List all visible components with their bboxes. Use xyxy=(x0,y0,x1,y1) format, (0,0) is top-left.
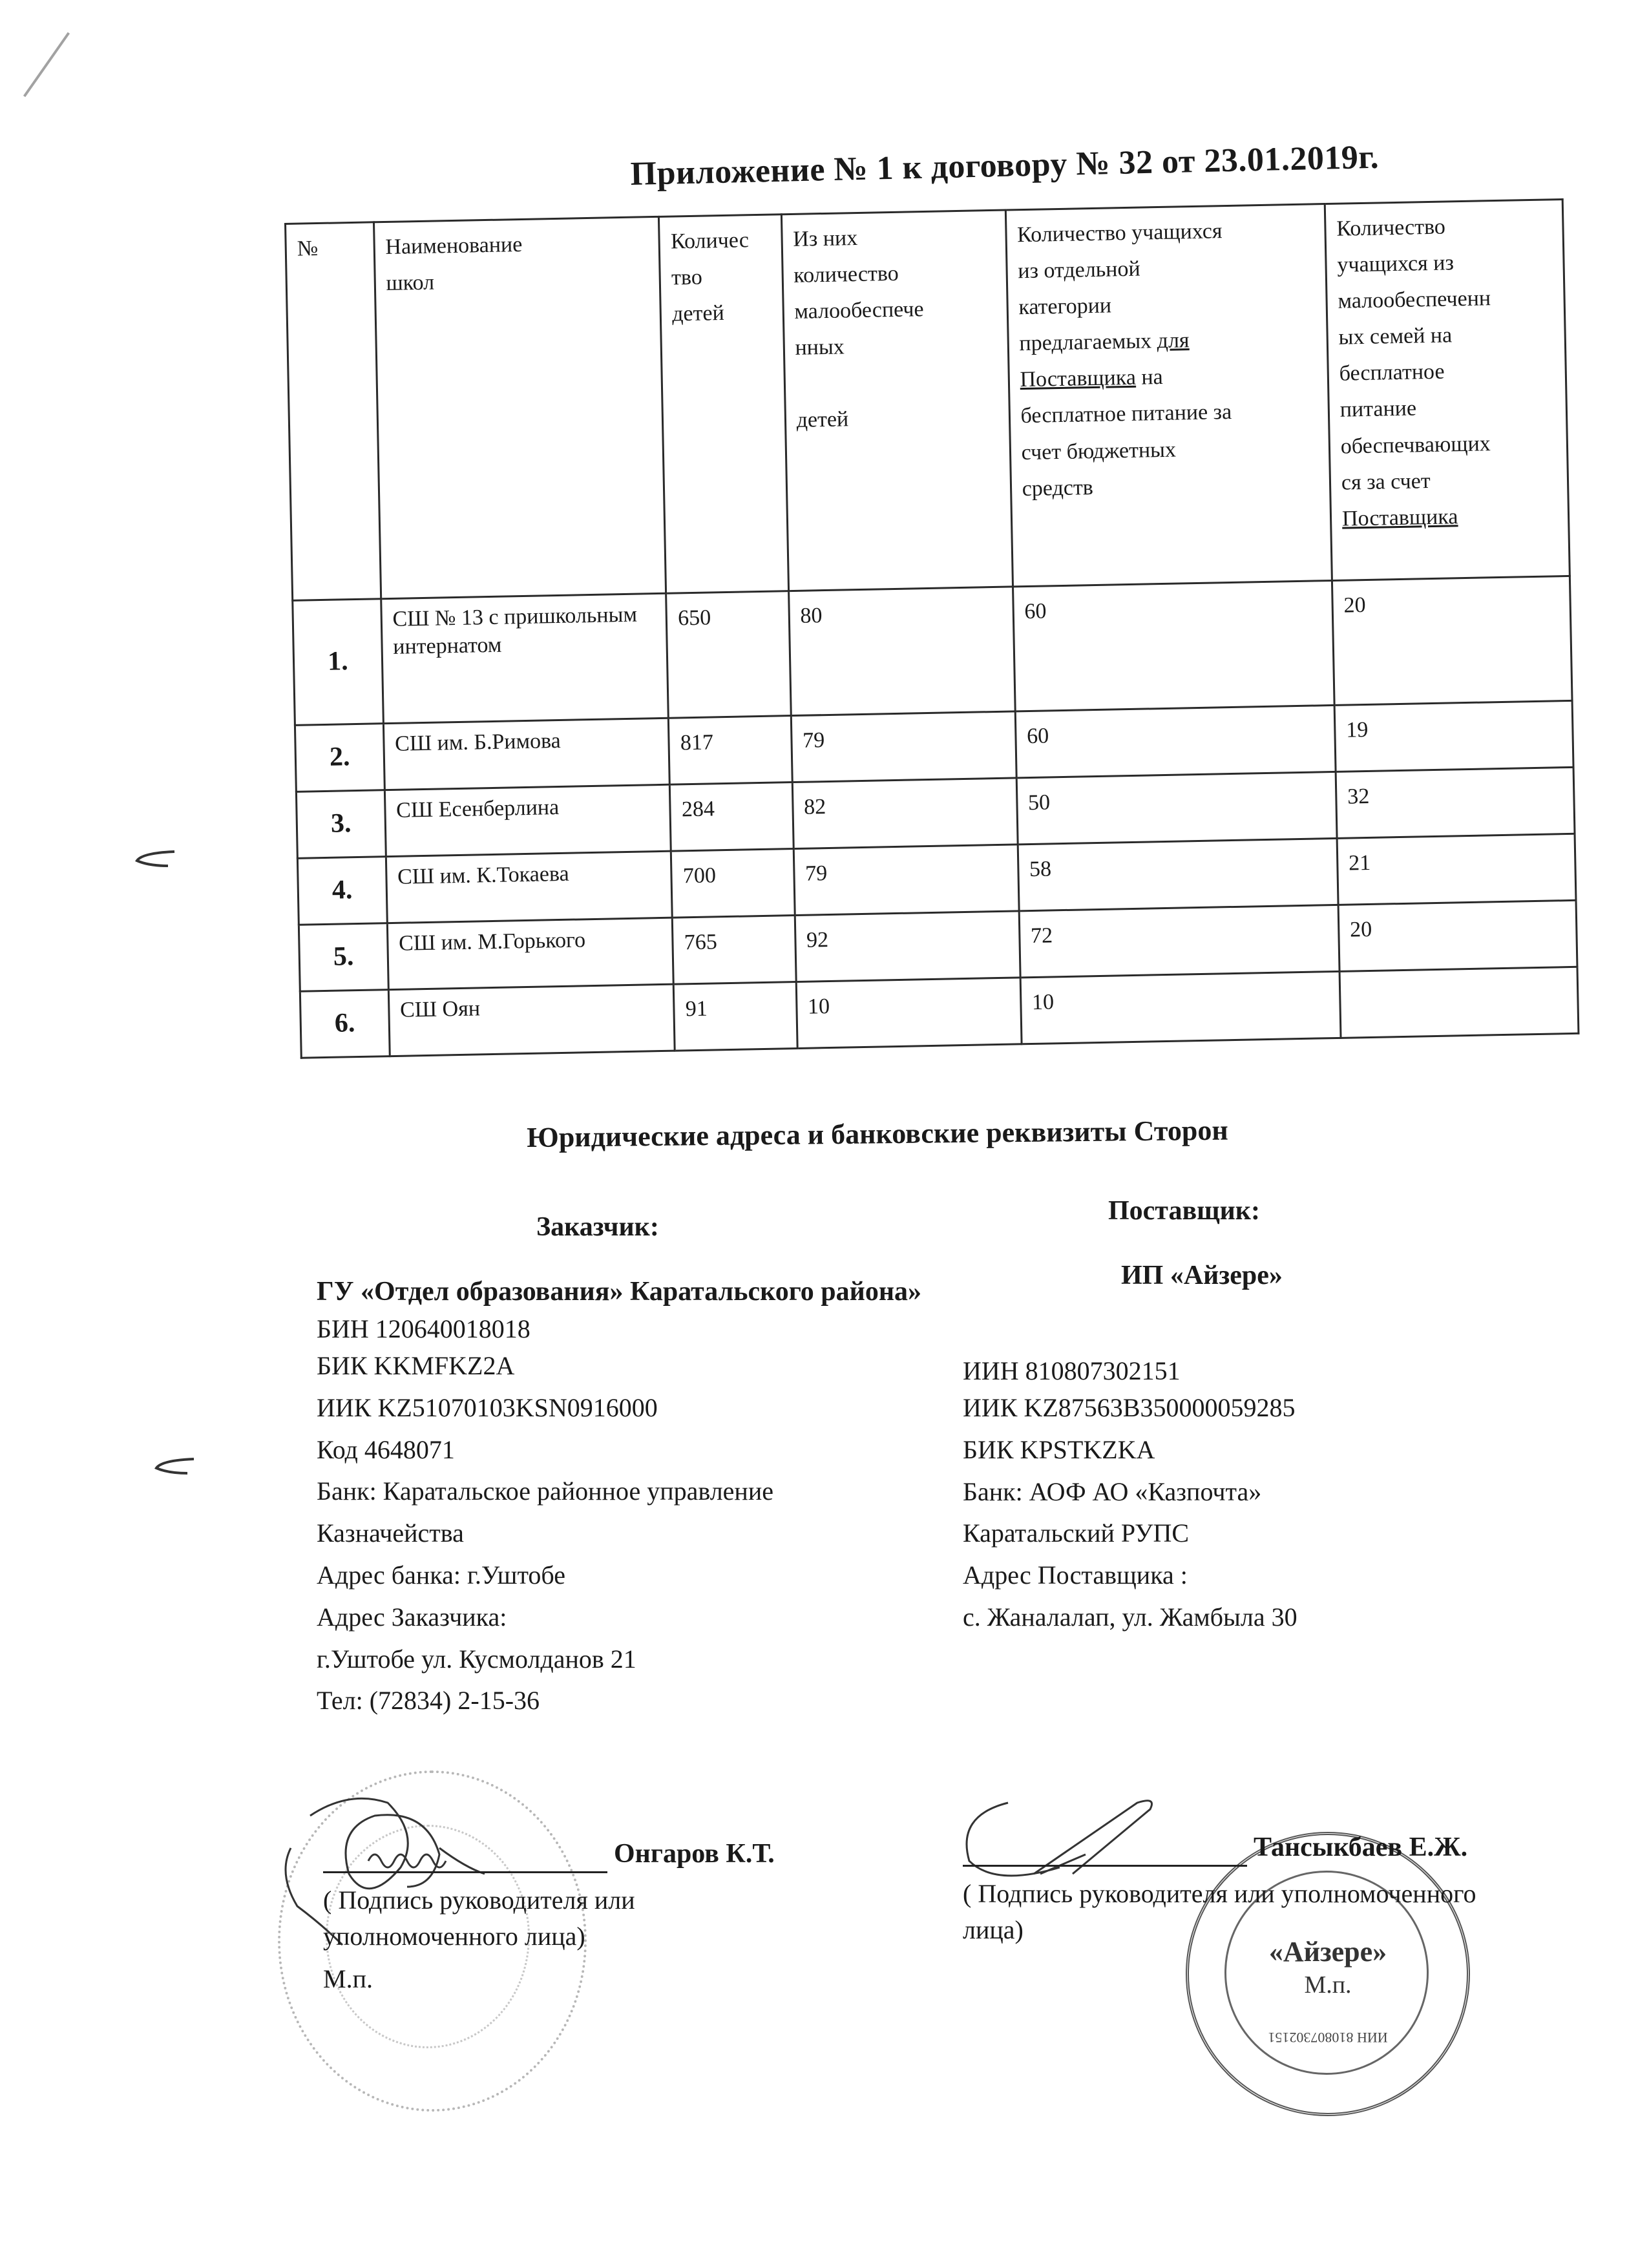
header-text: категории xyxy=(1018,293,1112,320)
supplier-address: с. Жаналалап, ул. Жамбыла 30 xyxy=(963,1602,1297,1632)
supplier-iin: ИИН 810807302151 xyxy=(963,1356,1181,1386)
cell-school: СШ Оян xyxy=(388,984,675,1056)
customer-phone: Тел: (72834) 2-15-36 xyxy=(317,1686,540,1716)
header-text: на xyxy=(1135,365,1164,390)
supplier-bank-branch: Каратальский РУПС xyxy=(963,1518,1190,1548)
header-text: питание xyxy=(1339,396,1417,423)
header-text-underlined: для xyxy=(1157,328,1190,353)
header-text: счет бюджетных xyxy=(1021,437,1177,465)
customer-iik: ИИК KZ51070103KSN0916000 xyxy=(317,1392,658,1422)
supplier-signature-caption-2: лица) xyxy=(963,1915,1024,1944)
header-school-name xyxy=(373,216,666,598)
header-text: нных xyxy=(795,335,845,361)
header-text: ся за счет xyxy=(1341,468,1431,495)
schools-table-wrapper xyxy=(284,198,1579,1059)
customer-block xyxy=(317,1208,963,1719)
header-text: Количество учащихся xyxy=(1016,219,1223,247)
supplier-signatory-name: Тансыкбаев Е.Ж. xyxy=(1254,1832,1468,1862)
customer-bank-cont: Казначейства xyxy=(317,1518,464,1548)
cell-budget: 60 xyxy=(1015,705,1336,777)
cell-number: 3. xyxy=(296,790,386,859)
document-title: Приложение № 1 к договору № 32 от 23.01.2019г. xyxy=(630,138,1380,193)
supplier-seal-label: М.п. xyxy=(1304,1971,1352,1999)
customer-seal-label: М.п. xyxy=(323,1964,373,1993)
supplier-address-label: Адрес Поставщика : xyxy=(963,1560,1188,1590)
header-number xyxy=(286,222,381,601)
cell-low-income: 80 xyxy=(788,587,1015,716)
cell-low-income: 10 xyxy=(796,978,1022,1049)
customer-code: Код 4648071 xyxy=(317,1434,455,1464)
supplier-role: Поставщик: xyxy=(1108,1196,1260,1226)
header-text: Наименование xyxy=(385,232,523,260)
supplier-bank: Банк: АОФ АО «Казпочта» xyxy=(963,1476,1262,1506)
customer-bank-address: Адрес банка: г.Уштобе xyxy=(317,1560,565,1590)
scan-streak xyxy=(23,32,70,98)
customer-signature-line xyxy=(323,1845,607,1873)
header-text: обеспечвающих xyxy=(1340,431,1491,459)
header-text: из отдельной xyxy=(1017,257,1140,284)
customer-bin: БИН 120640018018 xyxy=(317,1314,530,1344)
cell-school: СШ Есенберлина xyxy=(384,784,671,856)
cell-low-income: 82 xyxy=(792,778,1018,849)
header-text: предлагаемых xyxy=(1019,329,1157,356)
customer-signature-caption-2: уполномоченного лица) xyxy=(323,1921,585,1951)
scan-mark-left-1 xyxy=(129,846,181,872)
customer-address: г.Уштобе ул. Кусмолданов 21 xyxy=(317,1644,636,1674)
customer-signature-caption-1: ( Подпись руководителя или xyxy=(323,1885,635,1915)
cell-total: 650 xyxy=(666,591,791,719)
cell-number: 6. xyxy=(300,990,390,1058)
header-budget-funded xyxy=(1005,204,1332,587)
customer-address-label: Адрес Заказчика: xyxy=(317,1602,507,1632)
supplier-block xyxy=(963,1192,1609,1636)
cell-supplier: 32 xyxy=(1336,767,1575,838)
header-text: бесплатное xyxy=(1339,359,1445,386)
table-row xyxy=(293,576,1572,725)
header-supplier-funded xyxy=(1325,200,1570,581)
cell-school: СШ им. К.Токаева xyxy=(386,851,673,923)
header-text: учащихся из xyxy=(1337,251,1455,277)
cell-low-income: 92 xyxy=(795,911,1020,982)
schools-table xyxy=(284,198,1579,1059)
header-line xyxy=(1019,320,1316,362)
cell-supplier xyxy=(1339,967,1579,1038)
header-text: бесплатное питание за xyxy=(1020,400,1232,428)
supplier-stamp-iin: ИИН 810807302151 xyxy=(1268,2030,1388,2046)
customer-bank: Банк: Каратальское районное управление xyxy=(317,1476,773,1506)
cell-budget: 60 xyxy=(1013,580,1334,711)
header-text: тво xyxy=(671,265,703,290)
header-text-underlined: Поставщика xyxy=(1020,366,1137,392)
customer-org: ГУ «Отдел образования» Каратальского района» xyxy=(317,1276,922,1307)
cell-school: СШ им. М.Горького xyxy=(387,918,674,989)
cell-school: СШ № 13 с пришкольным интернатом xyxy=(381,593,668,723)
cell-total: 765 xyxy=(673,916,796,985)
header-total-children xyxy=(659,215,788,594)
header-text-underlined: Поставщика xyxy=(1341,504,1458,531)
cell-total: 817 xyxy=(669,716,792,785)
cell-low-income: 79 xyxy=(793,845,1019,916)
cell-budget: 72 xyxy=(1019,905,1339,977)
supplier-stamp-name: «Айзере» xyxy=(1268,1936,1387,1968)
supplier-signature-caption-1: ( Подпись руководителя или уполномоченного xyxy=(963,1878,1476,1908)
cell-number: 1. xyxy=(293,599,383,726)
header-text: школ xyxy=(386,270,435,296)
header-text: Из них xyxy=(792,226,858,251)
cell-school: СШ им. Б.Римова xyxy=(383,718,670,790)
cell-budget: 10 xyxy=(1020,971,1341,1044)
supplier-iik: ИИК KZ87563B350000059285 xyxy=(963,1393,1296,1423)
cell-supplier: 19 xyxy=(1334,700,1573,772)
header-line xyxy=(1020,357,1317,399)
scan-mark-left-2 xyxy=(149,1454,200,1480)
header-text: малообеспече xyxy=(794,297,924,324)
cell-total: 700 xyxy=(671,849,795,918)
header-text: количество xyxy=(793,261,899,288)
cell-budget: 58 xyxy=(1018,838,1338,910)
cell-total: 91 xyxy=(674,982,797,1051)
cell-supplier: 21 xyxy=(1337,834,1576,905)
header-spacer xyxy=(795,362,998,403)
customer-signatory-name: Онгаров К.Т. xyxy=(614,1839,775,1869)
requisites-heading: Юридические адреса и банковские реквизиты Сторон xyxy=(527,1114,1228,1153)
cell-number: 4. xyxy=(297,857,387,925)
header-text: детей xyxy=(796,407,849,433)
header-text: средств xyxy=(1022,475,1094,501)
header-text: детей xyxy=(671,301,725,326)
supplier-org: ИП «Айзере» xyxy=(1121,1260,1283,1290)
supplier-signature-line-row xyxy=(963,1829,1641,1867)
header-number-text: № xyxy=(297,236,319,261)
header-text: Количес xyxy=(670,228,750,254)
header-low-income xyxy=(781,210,1013,591)
cell-budget: 50 xyxy=(1016,772,1337,844)
customer-signature-line-row xyxy=(323,1835,905,1873)
customer-signature-block xyxy=(323,1835,905,1997)
header-text: малообеспеченн xyxy=(1338,286,1491,313)
supplier-signature-block xyxy=(963,1829,1641,1948)
header-text: Количество xyxy=(1336,215,1446,241)
header-text: ых семей на xyxy=(1338,323,1453,350)
table-header-row xyxy=(286,200,1570,601)
supplier-signature-line xyxy=(963,1839,1247,1867)
customer-role: Заказчик: xyxy=(536,1212,659,1242)
cell-supplier: 20 xyxy=(1332,576,1572,705)
cell-total: 284 xyxy=(670,782,793,852)
cell-supplier: 20 xyxy=(1338,900,1577,971)
cell-number: 2. xyxy=(295,724,384,792)
cell-low-income: 79 xyxy=(791,711,1016,782)
customer-bik: БИК KKMFKZ2A xyxy=(317,1351,515,1381)
supplier-bik: БИК KPSTKZKA xyxy=(963,1434,1155,1464)
cell-number: 5. xyxy=(299,923,388,992)
